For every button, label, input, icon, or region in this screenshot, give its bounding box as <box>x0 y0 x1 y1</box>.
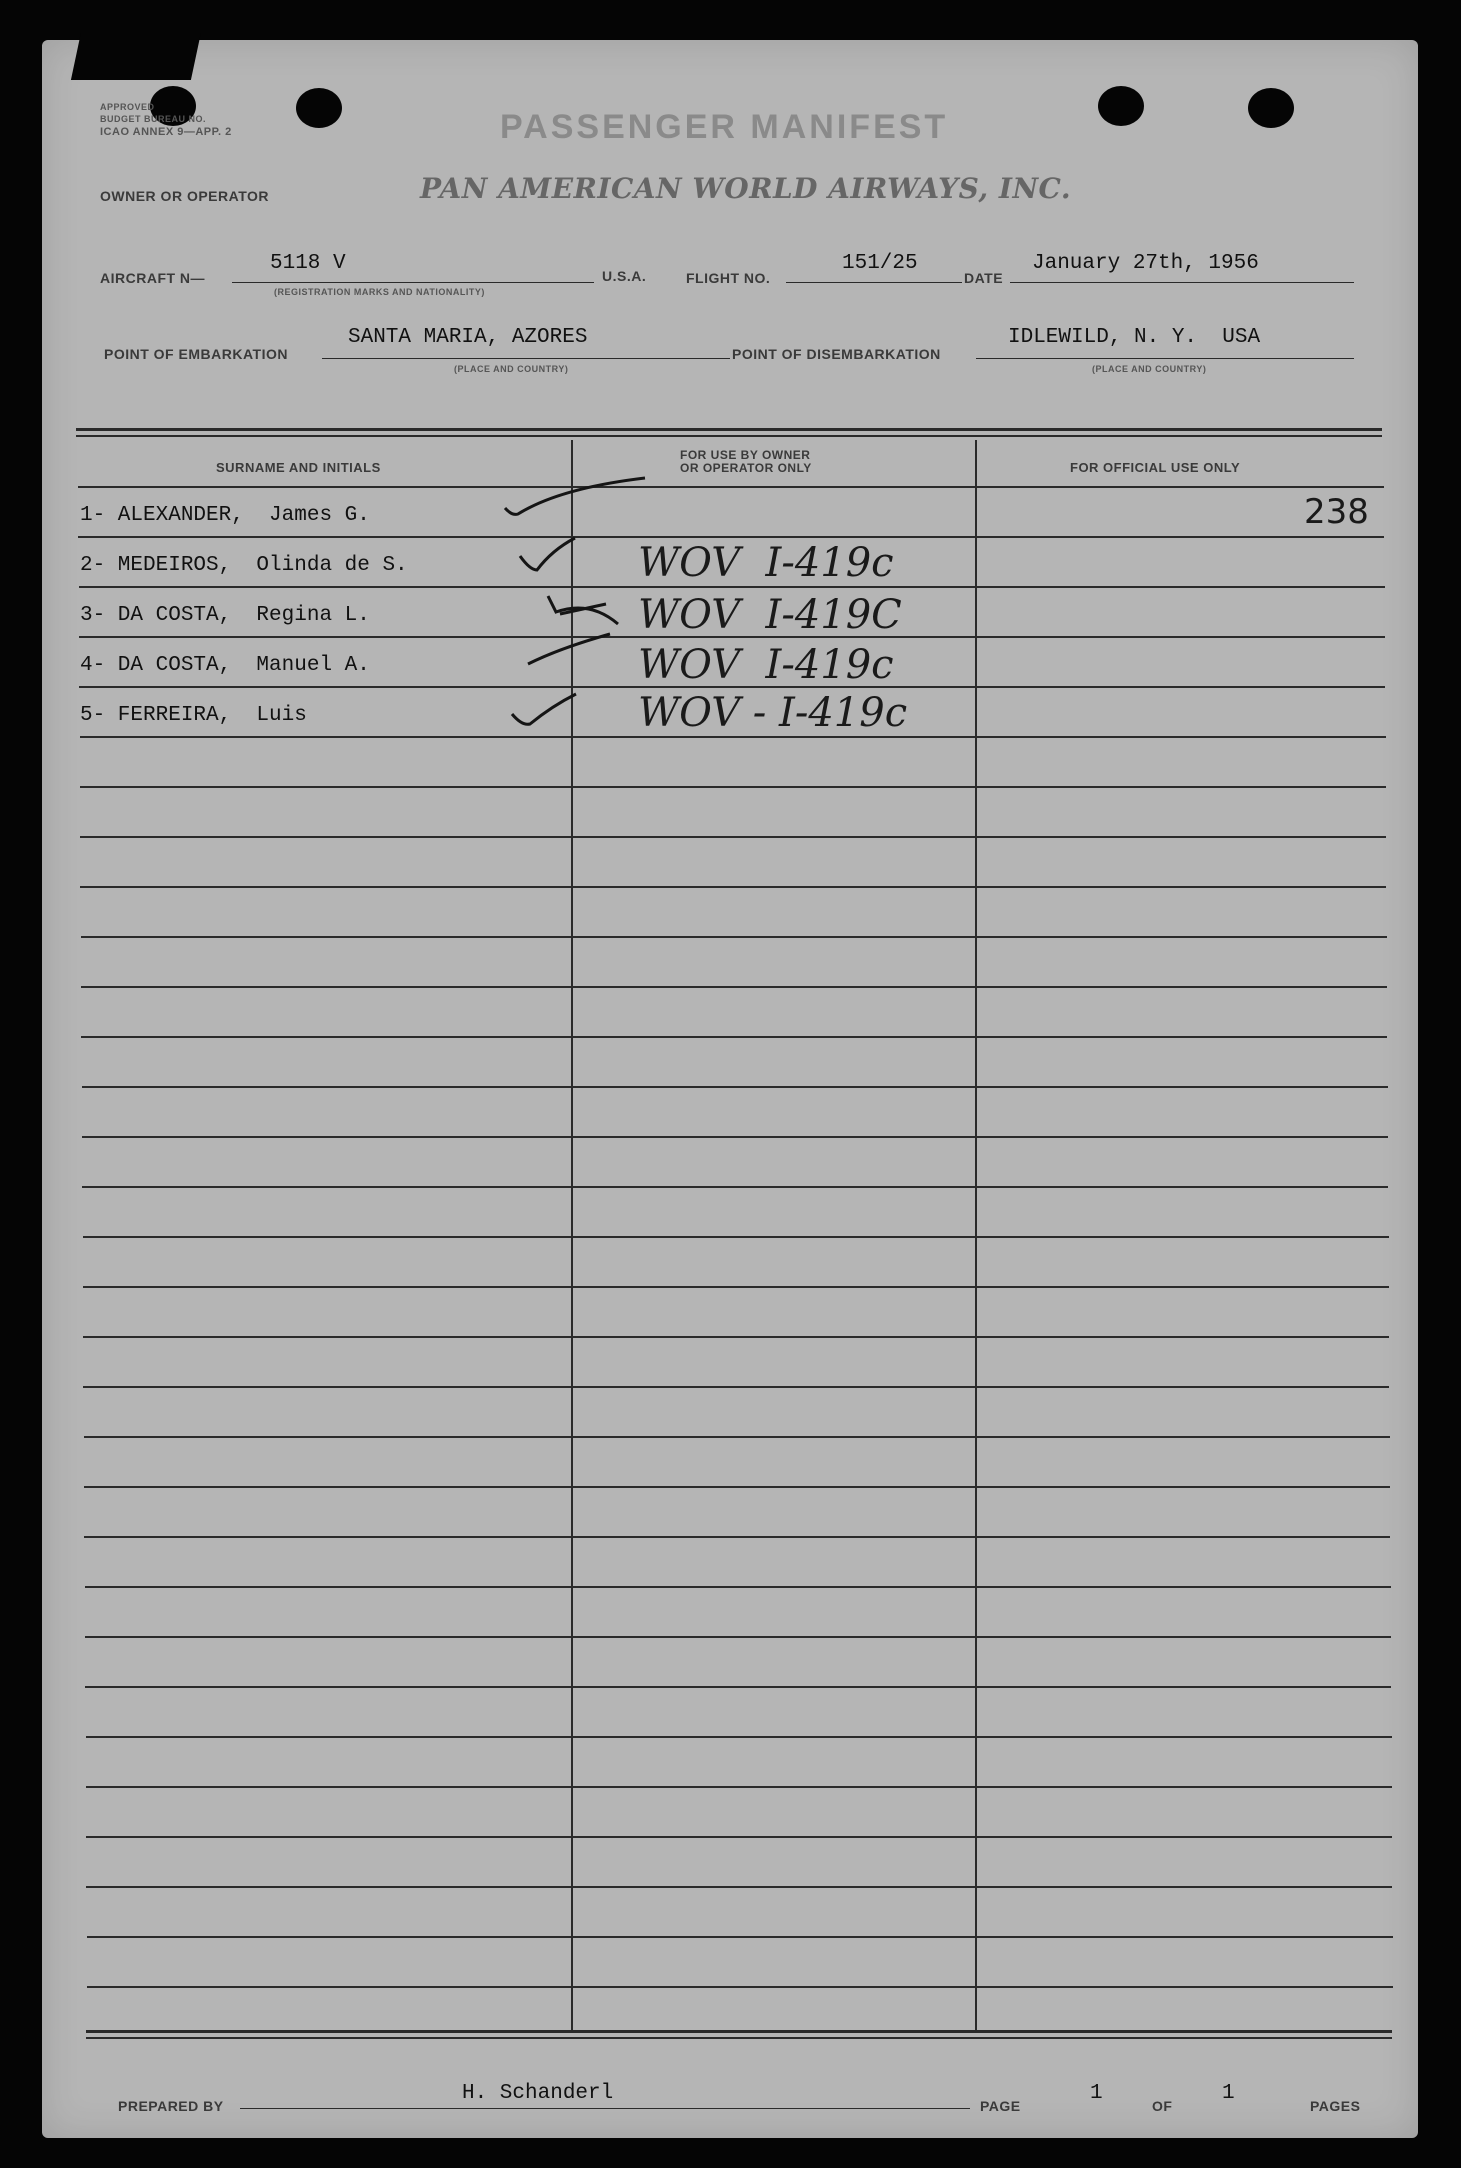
embark-caption: (PLACE AND COUNTRY) <box>454 364 569 374</box>
prepared-value: H. Schanderl <box>462 2082 614 2105</box>
aircraft-value: 5118 V <box>270 252 346 275</box>
check-mark-icon <box>512 694 576 724</box>
header-surname: SURNAME AND INITIALS <box>216 460 381 475</box>
header-owner: OR OPERATOR ONLY <box>680 461 812 475</box>
page-value: 1 <box>1090 2082 1103 2105</box>
prepared-label: PREPARED BY <box>118 2098 224 2114</box>
owner-note: WOV - I-419c <box>638 690 908 736</box>
passenger-entry: 3- DA COSTA, Regina L. <box>80 604 370 627</box>
owner-name: PAN AMERICAN WORLD AIRWAYS, INC. <box>420 172 1072 205</box>
passenger-entry: 5- FERREIRA, Luis <box>80 704 307 727</box>
passenger-entry: 2- MEDEIROS, Olinda de S. <box>80 554 408 577</box>
header-official: FOR OFFICIAL USE ONLY <box>1070 460 1241 475</box>
pages-label: PAGES <box>1310 2098 1361 2114</box>
disembark-value: IDLEWILD, N. Y. USA <box>1008 326 1261 349</box>
flight-value: 151/25 <box>842 252 918 275</box>
disembark-label: POINT OF DISEMBARKATION <box>732 346 941 362</box>
approval-line: APPROVED <box>100 102 155 112</box>
passenger-entry: 1- ALEXANDER, James G. <box>80 504 370 527</box>
approval-line: ICAO ANNEX 9—APP. 2 <box>100 126 232 138</box>
date-label: DATE <box>964 270 1004 286</box>
disembark-caption: (PLACE AND COUNTRY) <box>1092 364 1207 374</box>
page-label: PAGE <box>980 2098 1021 2114</box>
check-mark-icon <box>548 596 618 624</box>
check-mark-icon <box>505 478 645 514</box>
official-number: 238 <box>1304 492 1369 532</box>
aircraft-caption: (REGISTRATION MARKS AND NATIONALITY) <box>274 287 485 297</box>
check-mark-icon <box>528 634 610 664</box>
owner-label: OWNER OR OPERATOR <box>100 188 269 204</box>
approval-line: BUDGET BUREAU NO. <box>100 114 207 124</box>
form-title: PASSENGER MANIFEST <box>500 108 949 146</box>
usa-label: U.S.A. <box>602 268 647 284</box>
owner-note: WOV I-419c <box>638 642 894 688</box>
owner-note: WOV I-419c <box>638 540 894 586</box>
aircraft-label: AIRCRAFT N— <box>100 270 206 286</box>
field-underline <box>240 2108 970 2109</box>
embark-label: POINT OF EMBARKATION <box>104 346 288 362</box>
date-value: January 27th, 1956 <box>1032 252 1259 275</box>
check-mark-icon <box>520 538 575 570</box>
pages-value: 1 <box>1222 2082 1235 2105</box>
of-label: OF <box>1152 2098 1173 2114</box>
embark-value: SANTA MARIA, AZORES <box>348 326 588 349</box>
passenger-entry: 4- DA COSTA, Manuel A. <box>80 654 370 677</box>
table-bottom-rule <box>86 2030 1392 2033</box>
flight-label: FLIGHT NO. <box>686 270 771 286</box>
owner-note: WOV I-419C <box>638 592 902 638</box>
header-owner: FOR USE BY OWNER <box>680 448 811 462</box>
table-bottom-rule <box>86 2037 1392 2039</box>
